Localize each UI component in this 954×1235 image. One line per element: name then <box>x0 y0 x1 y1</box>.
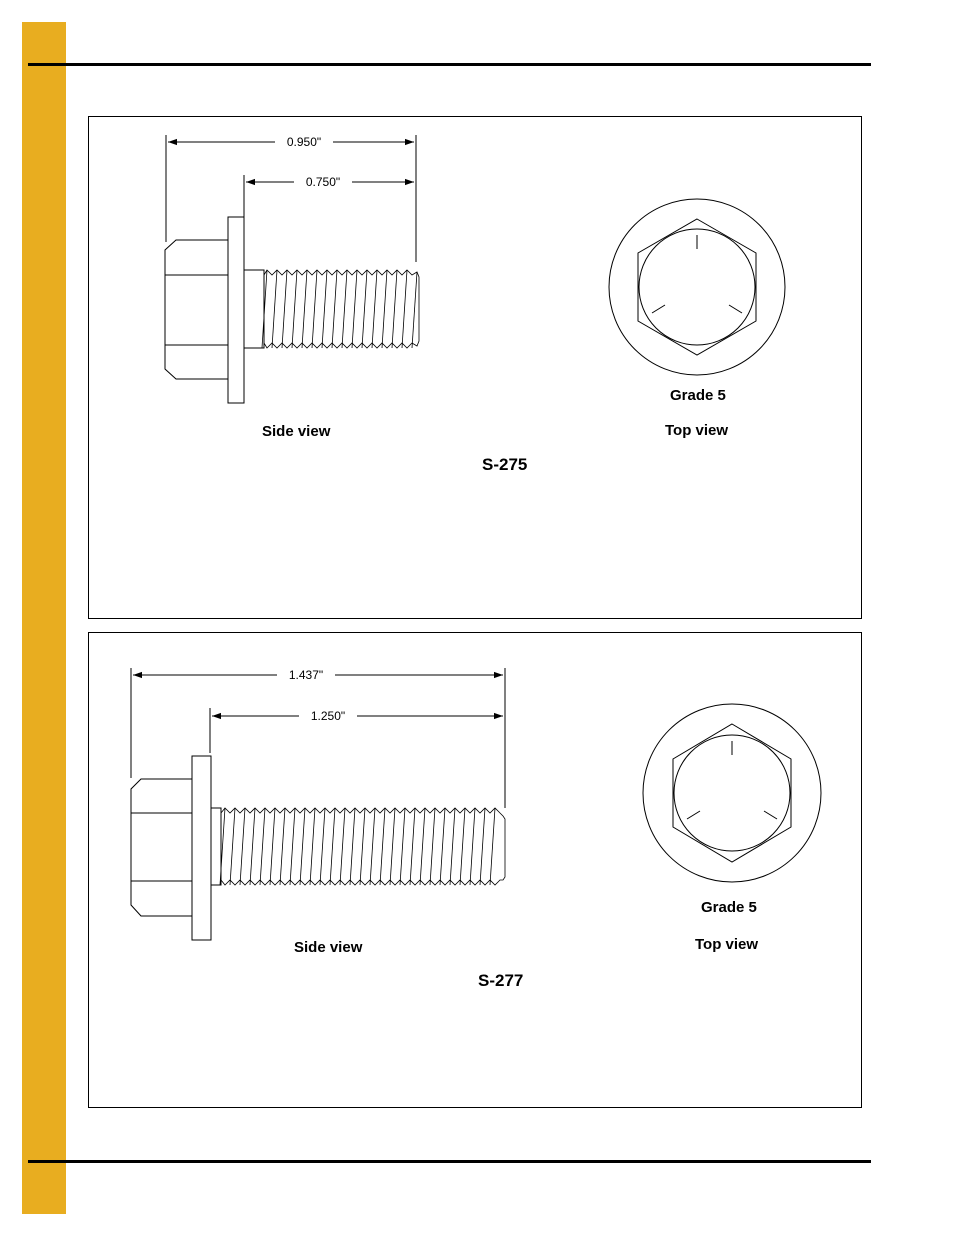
grade-label: Grade 5 <box>670 387 726 404</box>
top-view-drawing <box>643 704 821 882</box>
header-rule <box>28 63 871 66</box>
hex-head <box>131 779 192 916</box>
s275-drawing <box>89 117 863 620</box>
top-view-drawing <box>609 199 785 375</box>
flange <box>192 756 211 940</box>
overall-length-label: 0.950" <box>286 135 322 149</box>
thread-length-label: 1.250" <box>310 709 346 723</box>
bolt-threads <box>262 270 419 348</box>
grade-mark <box>652 305 665 313</box>
bolt-shank <box>244 270 264 348</box>
bolt-shank <box>211 808 221 885</box>
grade-label: Grade 5 <box>701 899 757 916</box>
hex-head <box>165 240 228 379</box>
overall-length-label: 1.437" <box>288 668 324 682</box>
s277-drawing <box>89 633 863 1109</box>
part-number: S-275 <box>482 455 528 474</box>
thread-length-label: 0.750" <box>305 175 341 189</box>
side-color-band <box>22 22 66 1214</box>
top-view-label: Top view <box>695 936 759 953</box>
side-view-label: Side view <box>294 939 363 956</box>
flange-circle <box>609 199 785 375</box>
grade-mark <box>729 305 742 313</box>
bolt-drawing-panel-s277 <box>88 632 862 1108</box>
flange <box>228 217 244 403</box>
bolt-drawing-panel-s275 <box>88 116 862 619</box>
footer-rule <box>28 1160 871 1163</box>
side-view-label: Side view <box>262 423 331 440</box>
bolt-threads <box>220 808 505 885</box>
top-view-label: Top view <box>665 422 729 439</box>
grade-mark <box>687 811 700 819</box>
grade-mark <box>764 811 777 819</box>
flange-circle <box>643 704 821 882</box>
part-number: S-277 <box>478 971 524 990</box>
